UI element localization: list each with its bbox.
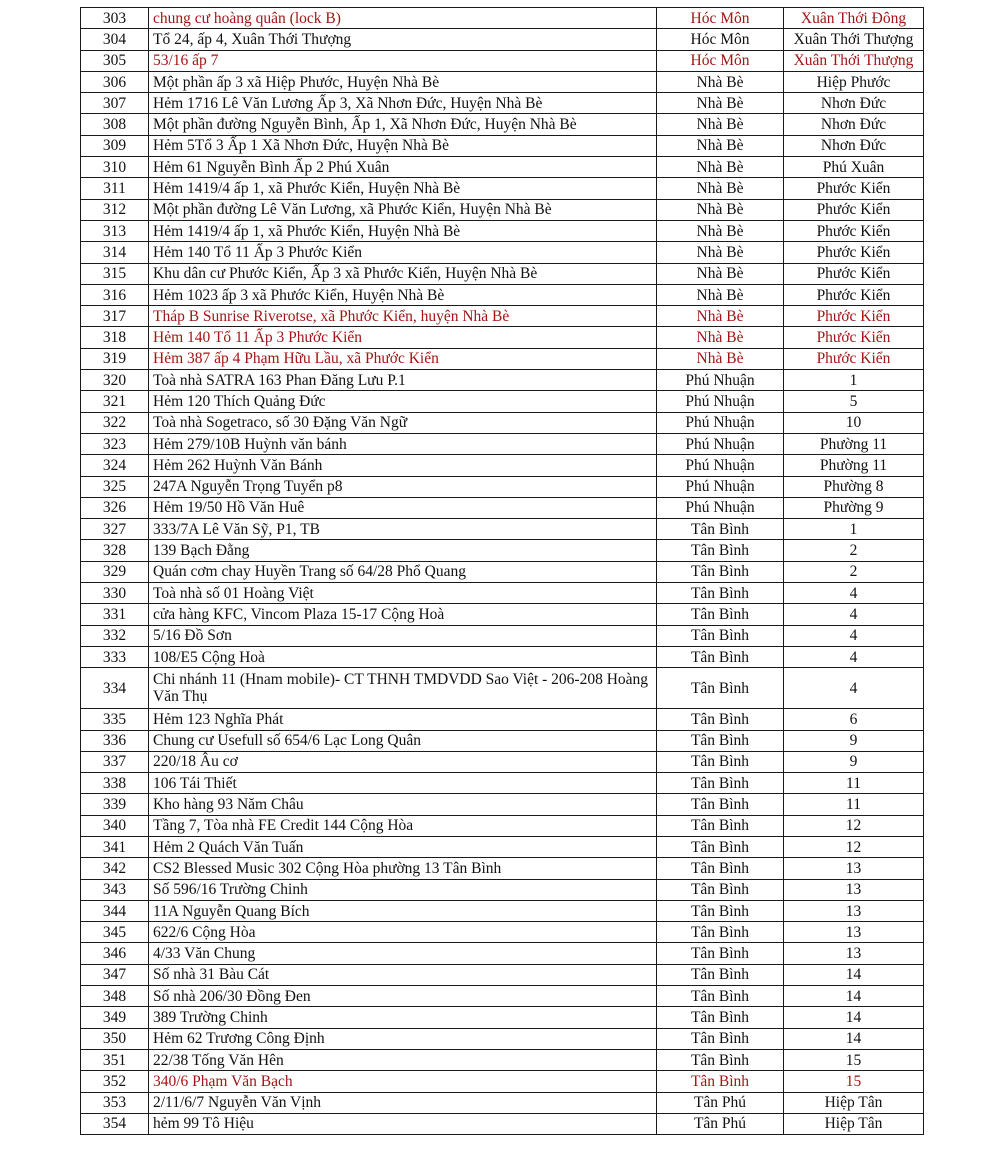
table-row [81,433,924,454]
row-address: Hẻm 123 Nghĩa Phát [149,709,657,730]
row-ward: 15 [784,1071,924,1092]
row-address: Hẻm 120 Thích Quảng Đức [149,391,657,412]
row-address: Tổ 24, ấp 4, Xuân Thới Thượng [149,29,657,50]
row-address: Một phần đường Nguyễn Bình, Ấp 1, Xã Nhơn Đức, Huyện Nhà Bè [149,114,657,135]
table-row [81,730,924,751]
row-district: Tân Bình [657,646,784,667]
row-address: Số nhà 31 Bàu Cát [149,964,657,985]
table-row [81,114,924,135]
row-number: 327 [81,519,149,540]
row-ward: Phước Kiển [784,220,924,241]
row-ward: 14 [784,1028,924,1049]
row-address: 220/18 Âu cơ [149,751,657,772]
row-district: Tân Bình [657,1028,784,1049]
row-number: 318 [81,327,149,348]
row-address: Hẻm 387 ấp 4 Phạm Hữu Lầu, xã Phước Kiển [149,348,657,369]
table-row [81,242,924,263]
table-row [81,879,924,900]
row-address: Chung cư Usefull số 654/6 Lạc Long Quân [149,730,657,751]
table-row [81,794,924,815]
row-ward: Nhơn Đức [784,135,924,156]
row-ward: 5 [784,391,924,412]
table-row [81,815,924,836]
row-number: 324 [81,455,149,476]
row-ward: Hiệp Phước [784,71,924,92]
row-number: 307 [81,93,149,114]
row-address: Hẻm 279/10B Huỳnh văn bánh [149,433,657,454]
table-row [81,412,924,433]
row-address: Hẻm 1419/4 ấp 1, xã Phước Kiển, Huyện Nhà Bè [149,220,657,241]
row-number: 313 [81,220,149,241]
row-number: 350 [81,1028,149,1049]
table-row [81,327,924,348]
row-district: Tân Bình [657,1007,784,1028]
row-ward: Phước Kiển [784,284,924,305]
row-number: 323 [81,433,149,454]
row-ward: 4 [784,646,924,667]
row-district: Phú Nhuận [657,370,784,391]
table-row [81,773,924,794]
row-district: Nhà Bè [657,199,784,220]
row-address: Số nhà 206/30 Đồng Đen [149,986,657,1007]
table-row [81,583,924,604]
row-number: 305 [81,50,149,71]
table-row [81,370,924,391]
row-district: Tân Bình [657,1071,784,1092]
row-number: 321 [81,391,149,412]
row-ward: 2 [784,540,924,561]
row-number: 330 [81,583,149,604]
table-row [81,263,924,284]
table-row [81,646,924,667]
row-district: Phú Nhuận [657,497,784,518]
row-ward: 9 [784,730,924,751]
row-district: Nhà Bè [657,71,784,92]
table-row [81,455,924,476]
row-number: 309 [81,135,149,156]
row-district: Nhà Bè [657,178,784,199]
row-ward: Phường 11 [784,455,924,476]
row-number: 346 [81,943,149,964]
row-number: 333 [81,646,149,667]
row-ward: 13 [784,879,924,900]
row-address: Quán cơm chay Huyền Trang số 64/28 Phổ Quang [149,561,657,582]
table-row [81,199,924,220]
row-address: 5/16 Đồ Sơn [149,625,657,646]
row-number: 304 [81,29,149,50]
table-row [81,519,924,540]
row-number: 316 [81,284,149,305]
row-district: Tân Bình [657,773,784,794]
row-address: CS2 Blessed Music 302 Cộng Hòa phường 13 Tân Bình [149,858,657,879]
row-address: Một phần ấp 3 xã Hiệp Phước, Huyện Nhà Bè [149,71,657,92]
row-address: Chi nhánh 11 (Hnam mobile)- CT THNH TMDVDD Sao Việt - 206-208 Hoàng Văn Thụ [149,668,657,709]
table-row [81,604,924,625]
row-number: 347 [81,964,149,985]
row-address: Hẻm 62 Trương Công Định [149,1028,657,1049]
row-ward: 12 [784,836,924,857]
row-district: Nhà Bè [657,348,784,369]
row-ward: 4 [784,668,924,709]
row-address: Hẻm 262 Huỳnh Văn Bánh [149,455,657,476]
row-ward: 14 [784,986,924,1007]
row-address: Khu dân cư Phước Kiển, Ấp 3 xã Phước Kiển, Huyện Nhà Bè [149,263,657,284]
table-row [81,476,924,497]
row-number: 341 [81,836,149,857]
row-district: Tân Bình [657,858,784,879]
row-district: Tân Bình [657,604,784,625]
row-number: 340 [81,815,149,836]
row-ward: Phước Kiển [784,348,924,369]
row-number: 332 [81,625,149,646]
table-row [81,220,924,241]
table-row [81,1028,924,1049]
table-row [81,964,924,985]
row-ward: 9 [784,751,924,772]
row-address: Hẻm 2 Quách Văn Tuấn [149,836,657,857]
row-district: Tân Phú [657,1092,784,1113]
row-district: Nhà Bè [657,157,784,178]
row-district: Phú Nhuận [657,391,784,412]
row-district: Phú Nhuận [657,455,784,476]
row-number: 312 [81,199,149,220]
row-address: hẻm 99 Tô Hiệu [149,1113,657,1134]
row-address: Tầng 7, Tòa nhà FE Credit 144 Cộng Hòa [149,815,657,836]
row-district: Tân Bình [657,879,784,900]
row-number: 337 [81,751,149,772]
row-ward: 12 [784,815,924,836]
row-number: 352 [81,1071,149,1092]
row-district: Tân Bình [657,519,784,540]
row-district: Tân Bình [657,625,784,646]
row-number: 325 [81,476,149,497]
table-row [81,986,924,1007]
row-number: 303 [81,8,149,29]
row-ward: 14 [784,964,924,985]
table-row [81,1071,924,1092]
table-row [81,306,924,327]
row-district: Nhà Bè [657,327,784,348]
row-district: Tân Bình [657,583,784,604]
row-address: Số 596/16 Trường Chinh [149,879,657,900]
row-district: Tân Bình [657,964,784,985]
row-address: 2/11/6/7 Nguyễn Văn Vịnh [149,1092,657,1113]
row-district: Tân Bình [657,1049,784,1070]
location-table [80,7,924,1135]
row-district: Tân Bình [657,900,784,921]
row-number: 311 [81,178,149,199]
row-address: Toà nhà Sogetraco, số 30 Đặng Văn Ngữ [149,412,657,433]
table-row [81,943,924,964]
row-ward: 14 [784,1007,924,1028]
table-row [81,135,924,156]
row-district: Tân Bình [657,730,784,751]
row-ward: Phước Kiển [784,242,924,263]
row-ward: 13 [784,922,924,943]
row-district: Hóc Môn [657,50,784,71]
table-row [81,348,924,369]
row-address: Hẻm 140 Tổ 11 Ấp 3 Phước Kiển [149,242,657,263]
row-ward: Phước Kiển [784,199,924,220]
row-ward: 13 [784,900,924,921]
row-ward: 4 [784,625,924,646]
row-number: 334 [81,668,149,709]
table-row [81,1049,924,1070]
row-address: Toà nhà SATRA 163 Phan Đăng Lưu P.1 [149,370,657,391]
row-district: Nhà Bè [657,284,784,305]
row-number: 338 [81,773,149,794]
row-ward: Xuân Thới Thượng [784,50,924,71]
row-ward: Phường 8 [784,476,924,497]
table-body [81,8,924,1135]
row-number: 335 [81,709,149,730]
row-district: Phú Nhuận [657,433,784,454]
row-address: 22/38 Tống Văn Hên [149,1049,657,1070]
row-number: 320 [81,370,149,391]
row-number: 354 [81,1113,149,1134]
row-address: Hẻm 1716 Lê Văn Lương Ấp 3, Xã Nhơn Đức, Huyện Nhà Bè [149,93,657,114]
row-ward: 15 [784,1049,924,1070]
row-ward: Phường 11 [784,433,924,454]
row-ward: Hiệp Tân [784,1092,924,1113]
row-ward: Hiệp Tân [784,1113,924,1134]
row-address: Một phần đường Lê Văn Lương, xã Phước Kiển, Huyện Nhà Bè [149,199,657,220]
row-ward: 10 [784,412,924,433]
table-row [81,157,924,178]
table-row [81,625,924,646]
row-district: Tân Bình [657,668,784,709]
table-row [81,540,924,561]
row-number: 336 [81,730,149,751]
row-address: chung cư hoàng quân (lock B) [149,8,657,29]
table-row [81,858,924,879]
row-address: Hẻm 1419/4 ấp 1, xã Phước Kiển, Huyện Nhà Bè [149,178,657,199]
row-district: Nhà Bè [657,135,784,156]
row-ward: 1 [784,370,924,391]
table-row [81,1007,924,1028]
table-row [81,900,924,921]
row-ward: Phú Xuân [784,157,924,178]
row-address: 333/7A Lê Văn Sỹ, P1, TB [149,519,657,540]
row-district: Phú Nhuận [657,412,784,433]
row-ward: Xuân Thới Thượng [784,29,924,50]
row-number: 315 [81,263,149,284]
table-row [81,178,924,199]
row-district: Tân Bình [657,540,784,561]
row-address: 247A Nguyễn Trọng Tuyển p8 [149,476,657,497]
row-ward: Xuân Thới Đông [784,8,924,29]
table-row [81,8,924,29]
row-number: 306 [81,71,149,92]
row-number: 326 [81,497,149,518]
table-row [81,50,924,71]
row-ward: Nhơn Đức [784,93,924,114]
row-district: Hóc Môn [657,29,784,50]
row-ward: 11 [784,794,924,815]
row-number: 348 [81,986,149,1007]
row-number: 308 [81,114,149,135]
row-ward: 2 [784,561,924,582]
table-row [81,561,924,582]
table-row [81,751,924,772]
row-number: 329 [81,561,149,582]
row-address: 340/6 Phạm Văn Bạch [149,1071,657,1092]
row-address: 106 Tái Thiết [149,773,657,794]
row-address: Tháp B Sunrise Riverotse, xã Phước Kiển, huyện Nhà Bè [149,306,657,327]
row-address: Hẻm 19/50 Hồ Văn Huê [149,497,657,518]
row-number: 322 [81,412,149,433]
row-number: 345 [81,922,149,943]
row-number: 351 [81,1049,149,1070]
row-ward: 6 [784,709,924,730]
row-district: Nhà Bè [657,263,784,284]
table-row [81,1113,924,1134]
table-row [81,497,924,518]
row-district: Tân Bình [657,751,784,772]
row-district: Tân Bình [657,922,784,943]
row-address: 53/16 ấp 7 [149,50,657,71]
row-district: Hóc Môn [657,8,784,29]
row-ward: 13 [784,858,924,879]
row-number: 343 [81,879,149,900]
table-row [81,668,924,709]
row-number: 319 [81,348,149,369]
row-district: Tân Bình [657,986,784,1007]
row-number: 342 [81,858,149,879]
row-address: Hẻm 140 Tổ 11 Ấp 3 Phước Kiển [149,327,657,348]
row-district: Nhà Bè [657,242,784,263]
table-row [81,284,924,305]
row-ward: 4 [784,583,924,604]
row-address: Hẻm 1023 ấp 3 xã Phước Kiển, Huyện Nhà Bè [149,284,657,305]
row-ward: Nhơn Đức [784,114,924,135]
table-row [81,391,924,412]
row-district: Nhà Bè [657,220,784,241]
table-row [81,709,924,730]
row-address: Hẻm 5Tổ 3 Ấp 1 Xã Nhơn Đức, Huyện Nhà Bè [149,135,657,156]
table-row [81,29,924,50]
row-number: 314 [81,242,149,263]
row-address: 4/33 Văn Chung [149,943,657,964]
row-district: Tân Bình [657,794,784,815]
row-district: Tân Bình [657,709,784,730]
row-ward: Phước Kiển [784,263,924,284]
row-district: Phú Nhuận [657,476,784,497]
row-address: 11A Nguyễn Quang Bích [149,900,657,921]
row-ward: Phước Kiển [784,327,924,348]
table-row [81,922,924,943]
row-number: 349 [81,1007,149,1028]
row-district: Nhà Bè [657,93,784,114]
row-address: 622/6 Cộng Hòa [149,922,657,943]
row-number: 317 [81,306,149,327]
row-number: 353 [81,1092,149,1113]
row-district: Tân Bình [657,815,784,836]
row-ward: Phường 9 [784,497,924,518]
row-address: 389 Trường Chinh [149,1007,657,1028]
row-ward: 11 [784,773,924,794]
row-ward: Phước Kiển [784,306,924,327]
row-address: Hẻm 61 Nguyễn Bình Ấp 2 Phú Xuân [149,157,657,178]
row-district: Tân Phú [657,1113,784,1134]
row-district: Tân Bình [657,561,784,582]
row-ward: Phước Kiển [784,178,924,199]
table-row [81,1092,924,1113]
row-district: Nhà Bè [657,114,784,135]
row-address: Toà nhà số 01 Hoàng Việt [149,583,657,604]
row-district: Nhà Bè [657,306,784,327]
table-row [81,93,924,114]
row-ward: 4 [784,604,924,625]
row-ward: 13 [784,943,924,964]
row-ward: 1 [784,519,924,540]
row-number: 310 [81,157,149,178]
row-number: 339 [81,794,149,815]
row-address: 108/E5 Cộng Hoà [149,646,657,667]
row-address: Kho hàng 93 Năm Châu [149,794,657,815]
table-row [81,836,924,857]
row-district: Tân Bình [657,836,784,857]
row-number: 328 [81,540,149,561]
row-address: 139 Bạch Đằng [149,540,657,561]
row-number: 344 [81,900,149,921]
row-number: 331 [81,604,149,625]
row-district: Tân Bình [657,943,784,964]
table-row [81,71,924,92]
row-address: cửa hàng KFC, Vincom Plaza 15-17 Cộng Hoà [149,604,657,625]
